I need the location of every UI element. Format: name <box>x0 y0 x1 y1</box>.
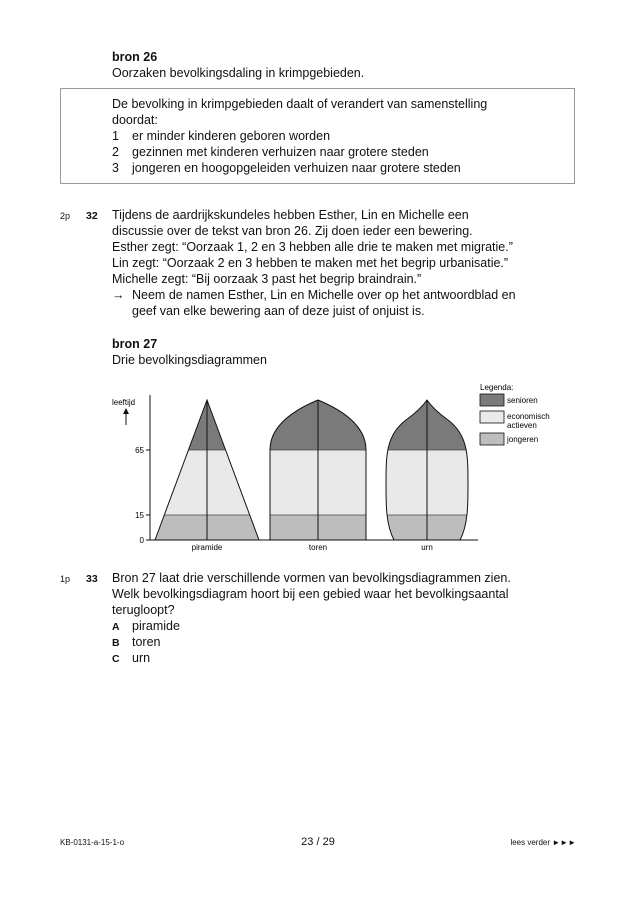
legend-label-young: jongeren <box>507 435 539 444</box>
q32-line: Tijdens de aardrijkskundeles hebben Esther, Lin en Michelle een <box>112 208 469 222</box>
urn-working-band <box>380 450 480 515</box>
q32-line: discussie over de tekst van bron 26. Zij doen ieder een bewering. <box>112 224 473 238</box>
q33-line: Welk bevolkingsdiagram hoort bij een gebied waar het bevolkingsaantal <box>112 587 509 601</box>
tower-seniors-band <box>260 375 380 450</box>
q33-line: Bron 27 laat drie verschillende vormen van bevolkingsdiagrammen zien. <box>112 571 511 585</box>
legend-swatch-working <box>480 411 504 423</box>
y-tick-label-0: 0 <box>139 536 144 545</box>
q32-instruction-line2: geef van elke bewering aan of deze juist of onjuist is. <box>132 304 425 318</box>
legend-title: Legenda: <box>480 383 514 392</box>
tower-working-band <box>260 450 380 515</box>
list-item-number: 2 <box>112 145 119 159</box>
q33-points: 1p <box>60 574 71 584</box>
legend-label-working-line2: actieven <box>507 421 537 430</box>
q32-instruction-line1: Neem de namen Esther, Lin en Michelle over op het antwoordblad en <box>132 288 516 302</box>
q33-line: terugloopt? <box>112 603 175 617</box>
list-item <box>112 160 461 176</box>
y-tick-label-65: 65 <box>135 446 144 455</box>
list-item-number: 1 <box>112 129 119 143</box>
list-item-text: gezinnen met kinderen verhuizen naar grotere steden <box>132 145 429 159</box>
answer-option-a <box>112 618 180 635</box>
q32-instruction <box>112 287 516 303</box>
y-tick-label-15: 15 <box>135 511 144 520</box>
diagram-label-toren: toren <box>308 543 328 552</box>
source26-subtitle: Oorzaken bevolkingsdaling in krimpgebieden. <box>112 66 365 80</box>
y-axis-label: leeftijd <box>112 398 136 407</box>
answer-option-c <box>112 650 150 667</box>
q32-points: 2p <box>60 211 71 221</box>
arrow-icon: → <box>112 288 125 302</box>
source26-title: bron 26 <box>112 50 158 64</box>
pyramid-working-band <box>140 450 280 515</box>
list-item-text: jongeren en hoogopgeleiden verhuizen naar grotere steden <box>132 161 461 175</box>
legend-label-working-line1: economisch <box>507 412 550 421</box>
arrow-up-icon <box>123 408 129 414</box>
option-letter: A <box>112 621 120 633</box>
legend-swatch-seniors <box>480 394 504 406</box>
pyramid-seniors-band <box>140 375 280 450</box>
footer-page-number: 23 / 29 <box>301 836 335 848</box>
urn-seniors-band <box>380 375 480 450</box>
q33-number: 33 <box>86 573 98 585</box>
list-item <box>112 144 429 160</box>
diagram-label-piramide: piramide <box>191 543 223 552</box>
option-letter: C <box>112 653 120 665</box>
option-letter: B <box>112 637 120 649</box>
q32-line: Michelle zegt: “Bij oorzaak 3 past het begrip braindrain.” <box>112 272 422 286</box>
pyramid-diagram <box>140 375 280 545</box>
source27-title: bron 27 <box>112 337 158 351</box>
option-text: toren <box>132 635 161 649</box>
list-item-text: er minder kinderen geboren worden <box>132 129 331 143</box>
source26-intro-line1: De bevolking in krimpgebieden daalt of verandert van samenstelling <box>112 97 488 111</box>
q32-number: 32 <box>86 210 98 222</box>
chart-legend <box>480 383 550 445</box>
option-text: urn <box>132 651 151 665</box>
source27-subtitle: Drie bevolkingsdiagrammen <box>112 353 267 367</box>
urn-diagram <box>380 375 480 545</box>
answer-option-b <box>112 634 161 651</box>
q32-line: Esther zegt: “Oorzaak 1, 2 en 3 hebben alle drie te maken met migratie.” <box>112 240 513 254</box>
q32-line: Lin zegt: “Oorzaak 2 en 3 hebben te maken met het begrip urbanisatie.” <box>112 256 509 270</box>
population-diagrams-chart <box>0 375 636 565</box>
diagram-label-urn: urn <box>421 543 433 552</box>
source26-intro-line2: doordat: <box>112 113 158 127</box>
list-item-number: 3 <box>112 161 119 175</box>
option-text: piramide <box>132 619 180 633</box>
footer-next-page: lees verder ►►► <box>510 838 576 847</box>
list-item <box>112 128 330 144</box>
legend-swatch-young <box>480 433 504 445</box>
legend-label-seniors: senioren <box>507 396 538 405</box>
footer-exam-code: KB-0131-a-15-1-o <box>60 838 125 847</box>
